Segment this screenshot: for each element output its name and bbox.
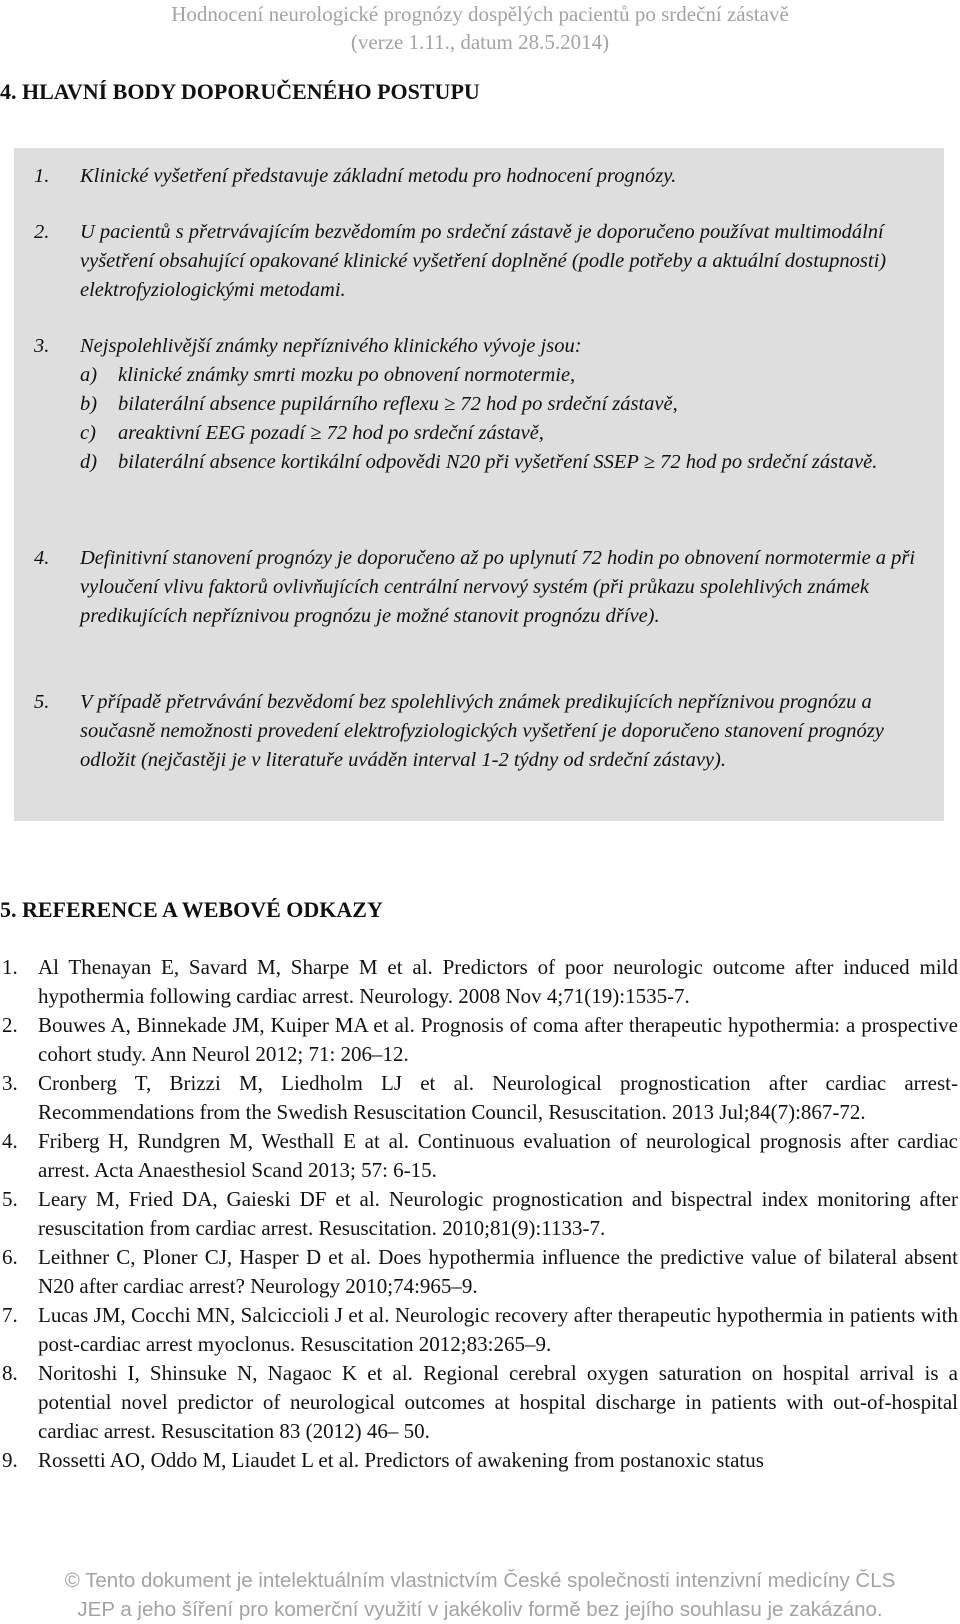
copyright-line-1: © Tento dokument je intelektuálním vlastnictvím České společnosti intenzivní medicíny ČLS [64, 1569, 896, 1592]
reference-text: Al Thenayan E, Savard M, Sharpe M et al. Predictors of poor neurologic outcome after induced mild hypothermia following cardiac arrest. Neurology. 2008 Nov 4;71(19):1535-7. [38, 955, 958, 1008]
reference-text: Leary M, Fried DA, Gaieski DF et al. Neurologic prognostication and bispectral index monitoring after resuscitation from cardiac arrest. Resuscitation. 2010;81(9):1133-7. [38, 1187, 958, 1240]
sub-item-d [80, 448, 924, 477]
key-point-number: 5. [34, 691, 50, 713]
reference-text: Rossetti AO, Oddo M, Liaudet L et al. Predictors of awakening from postanoxic status [38, 1448, 764, 1472]
key-point-number: 4. [34, 547, 50, 569]
reference-item [0, 1185, 958, 1243]
key-point-5 [34, 688, 924, 775]
key-point-text: U pacientů s přetrvávajícím bezvědomím po srdeční zástavě je doporučeno používat multimodální vyšetření obsahující opakované klinické vyšetření doplněné (podle potřeby a aktuální dostupnosti) elektrofyziologickými metodami. [80, 221, 887, 301]
reference-text: Cronberg T, Brizzi M, Liedholm LJ et al. Neurological prognostication after cardiac arrest-Recommendations from the Swedish Resuscitation Council, Resuscitation. 2013 Jul;84(7):867-72. [38, 1071, 958, 1124]
sub-item-letter: a) [80, 364, 98, 386]
reference-number: 7. [2, 1303, 18, 1327]
reference-item [0, 1446, 958, 1475]
sub-item-a [80, 361, 924, 390]
sub-item-letter: c) [80, 422, 96, 444]
reference-text: Noritoshi I, Shinsuke N, Nagaoc K et al. Regional cerebral oxygen saturation on hospital arrival is a potential novel predictor of neurological outcomes at hospital discharge in patients with out-of-hospital cardiac arrest. Resuscitation 83 (2012) 46– 50. [38, 1361, 958, 1443]
sub-item-text: klinické známky smrti mozku po obnovení normotermie, [118, 364, 576, 386]
section-5-title: 5. REFERENCE A WEBOVÉ ODKAZY [0, 897, 383, 922]
reference-number: 4. [2, 1129, 18, 1153]
header-title: Hodnocení neurologické prognózy dospělých pacientů po srdeční zástavě [171, 2, 789, 26]
key-point-text: Definitivní stanovení prognózy je doporučeno až po uplynutí 72 hodin po obnovení normotermie a při vyloučení vlivu faktorů ovlivňujících centrální nervový systém (při průkazu spolehlivých známek predikujících nepříznivou prognózu je možné stanovit prognózu dříve). [80, 547, 916, 627]
reference-item [0, 1069, 958, 1127]
reference-item [0, 1243, 958, 1301]
reference-text: Leithner C, Ploner CJ, Hasper D et al. Does hypothermia influence the predictive value of bilateral absent N20 after cardiac arrest? Neurology 2010;74:965–9. [38, 1245, 958, 1298]
reference-list [0, 953, 958, 1475]
reference-item [0, 1301, 958, 1359]
reference-number: 3. [2, 1071, 18, 1095]
header-version: (verze 1.11., datum 28.5.2014) [350, 30, 610, 54]
key-point-text: Klinické vyšetření představuje základní metodu pro hodnocení prognózy. [80, 165, 677, 187]
key-point-text: V případě přetrvávání bezvědomí bez spolehlivých známek predikujících nepříznivou prognózu a současně nemožnosti provedení elektrofyziologických vyšetření je doporučeno stanovení prognózy odložit (nejčastěji je v literatuře uváděn interval 1-2 týdny od srdeční zástavy). [80, 691, 884, 771]
reference-text: Lucas JM, Cocchi MN, Salciccioli J et al. Neurologic recovery after therapeutic hypothermia in patients with post-cardiac arrest myoclonus. Resuscitation 2012;83:265–9. [38, 1303, 958, 1356]
copyright-line-2: JEP a jeho šíření pro komerční využití v jakékoliv formě bez jejího souhlasu je zakázáno. [77, 1598, 883, 1621]
key-point-text: Nejspolehlivější známky nepříznivého klinického vývoje jsou: [80, 335, 582, 357]
sub-item-letter: d) [80, 451, 98, 473]
reference-item [0, 953, 958, 1011]
sub-item-text: bilaterální absence pupilárního reflexu ≥ 72 hod po srdeční zástavě, [118, 393, 678, 415]
page-header [0, 0, 960, 56]
reference-number: 2. [2, 1013, 18, 1037]
sub-item-c [80, 419, 924, 448]
reference-number: 5. [2, 1187, 18, 1211]
sub-item-letter: b) [80, 393, 98, 415]
reference-number: 9. [2, 1448, 18, 1472]
sub-item-text: bilaterální absence kortikální odpovědi N20 při vyšetření SSEP ≥ 72 hod po srdeční zástavě. [118, 451, 878, 473]
sub-item-b [80, 390, 924, 419]
key-point-3 [34, 332, 924, 477]
key-point-number: 1. [34, 165, 50, 187]
key-point-1 [34, 162, 924, 191]
reference-number: 6. [2, 1245, 18, 1269]
reference-text: Bouwes A, Binnekade JM, Kuiper MA et al. Prognosis of coma after therapeutic hypothermia: a prospective cohort study. Ann Neurol 2012; 71: 206–12. [38, 1013, 958, 1066]
reference-item [0, 1011, 958, 1069]
key-point-number: 3. [34, 335, 50, 357]
reference-text: Friberg H, Rundgren M, Westhall E at al. Continuous evaluation of neurological prognosis after cardiac arrest. Acta Anaesthesiol Scand 2013; 57: 6-15. [38, 1129, 958, 1182]
key-point-2 [34, 218, 924, 305]
sub-item-text: areaktivní EEG pozadí ≥ 72 hod po srdeční zástavě, [118, 422, 544, 444]
reference-item [0, 1359, 958, 1446]
key-point-4 [34, 544, 924, 631]
key-points-box [14, 148, 944, 821]
copyright-footer [0, 1566, 960, 1624]
key-point-number: 2. [34, 221, 50, 243]
reference-item [0, 1127, 958, 1185]
section-4-title: 4. HLAVNÍ BODY DOPORUČENÉHO POSTUPU [0, 79, 480, 104]
reference-number: 1. [2, 955, 18, 979]
reference-number: 8. [2, 1361, 18, 1385]
